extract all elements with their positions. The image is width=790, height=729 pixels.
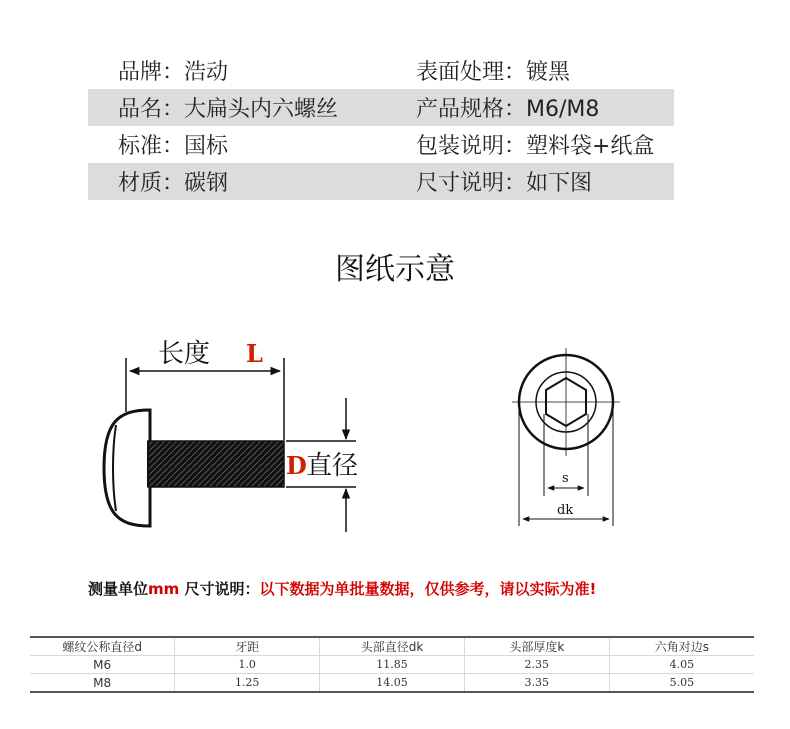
note-unit: mm (148, 580, 180, 598)
bolt-top-view (512, 348, 620, 526)
header-head-diameter: 头部直径dk (320, 637, 465, 656)
diameter-dimension (286, 398, 358, 532)
head-diameter-label: dk (557, 503, 574, 518)
dimension-table (30, 636, 754, 693)
spec-product-name: 品名：大扁头内六螺丝 (118, 97, 339, 122)
cell-hex-width: 5.05 (609, 674, 754, 693)
cell-head-diameter: 14.05 (320, 674, 465, 693)
bolt-thread (148, 441, 284, 487)
spec-surface: 表面处理：镀黑 (416, 60, 571, 85)
spec-material: 材质：碳钢 (118, 171, 229, 196)
spec-row (88, 126, 674, 163)
length-label: 长度 (158, 339, 211, 369)
spec-row (88, 163, 674, 200)
spec-row (88, 89, 674, 126)
length-letter: L (246, 339, 263, 368)
spec-standard: 标准：国标 (118, 134, 229, 159)
spec-size: 产品规格：M6/M8 (416, 97, 600, 122)
cell-pitch: 1.25 (175, 674, 320, 693)
spec-brand: 品牌：浩动 (118, 60, 229, 85)
table-header-row (30, 637, 754, 656)
hex-label: s (562, 471, 569, 486)
cell-size: M8 (30, 674, 175, 693)
cell-pitch: 1.0 (175, 656, 320, 674)
cell-hex-width: 4.05 (609, 656, 754, 674)
cell-size: M6 (30, 656, 175, 674)
cell-head-diameter: 11.85 (320, 656, 465, 674)
spec-dimension-note: 尺寸说明：如下图 (416, 171, 593, 196)
note-prefix: 测量单位 (88, 580, 149, 598)
spec-packaging: 包装说明：塑料袋+纸盒 (416, 134, 655, 159)
spec-row (88, 52, 674, 89)
diameter-label: 直径 (306, 451, 359, 481)
note-text: 以下数据为单批量数据，仅供参考，请以实际为准! (259, 580, 597, 598)
bolt-side-view (104, 410, 284, 526)
table-row (30, 656, 754, 674)
note-label: 尺寸说明： (184, 580, 260, 598)
bolt-head-shape (104, 410, 150, 526)
cell-head-thickness: 3.35 (464, 674, 609, 693)
drawing-title: 图纸示意 (335, 252, 455, 287)
header-thread-diameter: 螺纹公称直径d (30, 637, 175, 656)
diameter-letter: D (286, 451, 307, 480)
spec-table (88, 52, 674, 200)
header-head-thickness: 头部厚度k (464, 637, 609, 656)
measurement-note (88, 578, 596, 599)
table-row (30, 674, 754, 693)
technical-drawing (0, 300, 790, 560)
header-pitch: 牙距 (175, 637, 320, 656)
header-hex-width: 六角对边s (609, 637, 754, 656)
cell-head-thickness: 2.35 (464, 656, 609, 674)
